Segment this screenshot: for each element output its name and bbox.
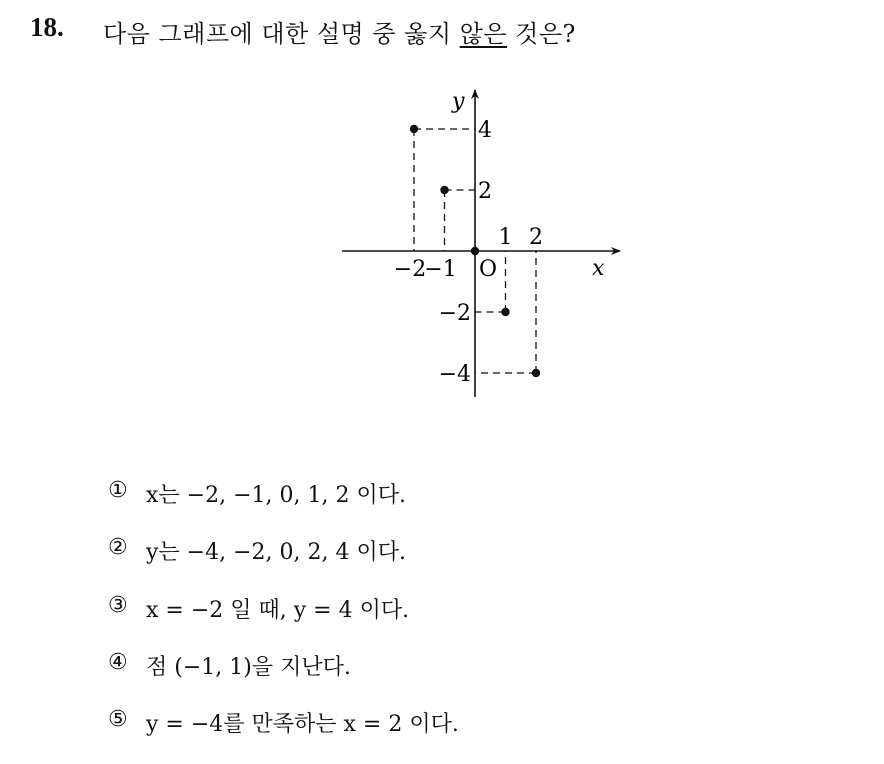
- origin-label: O: [479, 257, 498, 282]
- choice-1-text: x는 −2, −1, 0, 1, 2 이다.: [146, 483, 406, 508]
- choice-2[interactable]: [108, 535, 459, 592]
- choice-2-text: y는 −4, −2, 0, 2, 4 이다.: [146, 540, 406, 566]
- x-tick-label-0: −2: [393, 257, 427, 282]
- choice-1-number: ①: [108, 478, 128, 503]
- answer-choices: [108, 478, 459, 764]
- question-text-underlined: 않은: [459, 20, 508, 48]
- y-axis-label: y: [452, 89, 465, 114]
- tick-labels: [394, 118, 543, 387]
- choice-4-number: ④: [108, 649, 128, 675]
- data-point-2: [471, 247, 479, 255]
- question-text-after: 것은?: [507, 20, 576, 48]
- y-tick-label-3: −4: [438, 362, 471, 387]
- y-tick-label-1: 2: [478, 179, 492, 204]
- choice-4-text: 점 (−1, 1)을 지난다.: [146, 654, 351, 680]
- question-text-before: 다음 그래프에 대한 설명 중 옳지: [103, 20, 460, 48]
- choice-4[interactable]: [108, 650, 459, 707]
- data-point-4: [532, 369, 540, 377]
- data-point-1: [440, 186, 448, 194]
- choice-3-text: x = −2 일 때, y = 4 이다.: [146, 597, 410, 623]
- data-point-3: [501, 308, 509, 316]
- x-tick-label-2: 1: [498, 225, 513, 250]
- choice-1[interactable]: [108, 478, 459, 535]
- data-point-0: [410, 125, 418, 133]
- x-tick-label-3: 2: [529, 225, 543, 250]
- choice-5-text: y = −4를 만족하는 x = 2 이다.: [146, 712, 459, 738]
- choice-5[interactable]: [108, 707, 459, 764]
- x-tick-label-1: −1: [424, 257, 457, 282]
- x-axis-label: x: [592, 256, 605, 281]
- choice-2-number: ②: [108, 535, 128, 561]
- y-tick-label-2: −2: [438, 301, 471, 326]
- choice-3[interactable]: [108, 593, 459, 650]
- question-number: 18.: [30, 12, 64, 42]
- choice-3-number: ③: [108, 592, 128, 618]
- choice-5-number: ⑤: [108, 707, 128, 733]
- y-tick-label-0: 4: [478, 118, 492, 143]
